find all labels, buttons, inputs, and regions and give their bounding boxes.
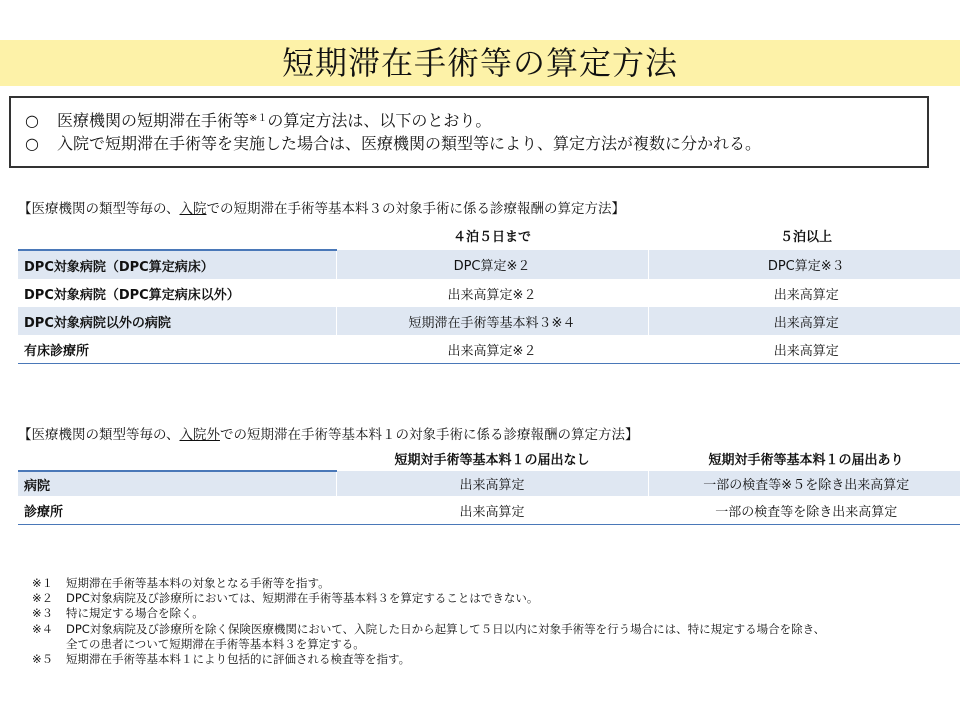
outpatient-table [18, 446, 960, 525]
summary-box [9, 96, 929, 168]
table-row: DPC対象病院（DPC算定病床以外） 出来高算定※２ 出来高算定 [18, 279, 960, 307]
table-row: 診療所 出来高算定 一部の検査等を除き出来高算定 [18, 496, 960, 525]
section2-heading: 【医療機関の類型等毎の、入院外での短期滞在手術等基本料１の対象手術に係る診療報酬の算定方法】 [18, 427, 639, 443]
footnote: ※５ 短期滞在手術等基本料１により包括的に評価される検査等を指す。 [32, 652, 411, 667]
summary-line-2: ○ 入院で短期滞在手術等を実施した場合は、医療機関の類型等により、算定方法が複数に分かれる。 [25, 134, 762, 153]
footnote: ※２ DPC対象病院及び診療所においては、短期滞在手術等基本料３を算定することはできない。 [32, 591, 539, 606]
table-row: DPC対象病院以外の病院 短期滞在手術等基本料３※４ 出来高算定 [18, 307, 960, 335]
table-header-row [18, 446, 960, 471]
footnote-continuation: 全ての患者について短期滞在手術等基本料３を算定する。 [66, 636, 365, 651]
col-header-no-filing: 短期対手術等基本料１の届出なし [394, 453, 590, 468]
bullet-circle-icon: ○ [25, 134, 39, 153]
footnote: ※３ 特に規定する場合を除く。 [32, 606, 204, 621]
col-header-5nights: ５泊以上 [779, 230, 832, 245]
bullet-circle-icon: ○ [25, 111, 39, 130]
page-title: 短期滞在手術等の算定方法 [281, 44, 678, 82]
footnotes [32, 576, 825, 667]
table-row: 有床診療所 出来高算定※２ 出来高算定 [18, 335, 960, 364]
summary-line-1: ○ 医療機関の短期滞在手術等$^{※1}$の算定方法は、以下のとおり。 [25, 111, 492, 130]
section1-heading: 【医療機関の類型等毎の、入院での短期滞在手術等基本料３の対象手術に係る診療報酬の算定方法】 [18, 201, 625, 217]
table-row: DPC対象病院（DPC算定病床） DPC算定※２ DPC算定※３ [18, 250, 960, 279]
table-row: 病院 出来高算定 一部の検査等※５を除き出来高算定 [18, 471, 960, 496]
footnote: ※１ 短期滞在手術等基本料の対象となる手術等を指す。 [32, 576, 330, 590]
col-header-4nights: ４泊５日まで [452, 230, 531, 245]
table-header-row [18, 221, 960, 250]
footnote: ※４ DPC対象病院及び診療所を除く保険医療機関において、入院した日から起算して５日以内に対象手術等を行う場合には、特に規定する場合を除き、 [32, 621, 826, 636]
inpatient-table [18, 221, 960, 364]
col-header-filing: 短期対手術等基本料１の届出あり [708, 453, 904, 468]
